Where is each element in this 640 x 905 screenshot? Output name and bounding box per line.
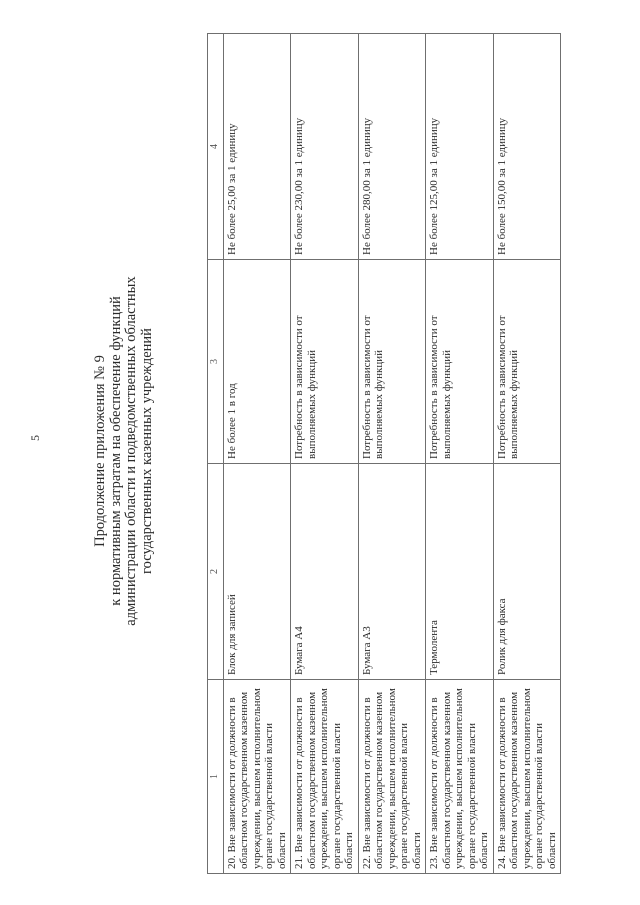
quantity-cell: Потребность в зависимости от выполняемых функций <box>358 260 426 464</box>
price-cell: Не более 25,00 за 1 единицу <box>223 34 291 260</box>
item-cell: Бумага А4 <box>291 464 359 680</box>
column-number-row <box>208 34 224 874</box>
table-row <box>426 34 494 874</box>
table-row <box>358 34 426 874</box>
heading-line-3: администрации области и подведомственных областных <box>123 276 139 626</box>
document-heading <box>87 26 205 876</box>
item-cell: Термолента <box>426 464 494 680</box>
price-cell: Не более 125,00 за 1 единицу <box>426 34 494 260</box>
price-cell: Не более 280,00 за 1 единицу <box>358 34 426 260</box>
position-cell: 23. Вне зависимости от должности в областном государственном казенном учреждении, высшем исполнительном органе государственной власти области <box>426 680 494 874</box>
position-cell: 21. Вне зависимости от должности в областном государственном казенном учреждении, высшем исполнительном органе государственной власти области <box>291 680 359 874</box>
position-cell: 22. Вне зависимости от должности в областном государственном казенном учреждении, высшем исполнительном органе государственной власти области <box>358 680 426 874</box>
item-cell: Ролик для факса <box>493 464 561 680</box>
rotated-page-content <box>87 26 558 876</box>
quantity-cell: Потребность в зависимости от выполняемых функций <box>493 260 561 464</box>
heading-line-2: к нормативным затратам на обеспечение функций <box>107 296 124 606</box>
item-cell: Бумага А3 <box>358 464 426 680</box>
page-number: 5 <box>28 435 42 441</box>
column-number: 3 <box>208 260 224 464</box>
table-row <box>223 34 291 874</box>
item-cell: Блок для записей <box>223 464 291 680</box>
quantity-cell: Потребность в зависимости от выполняемых функций <box>426 260 494 464</box>
table-row <box>291 34 359 874</box>
price-cell: Не более 230,00 за 1 единицу <box>291 34 359 260</box>
column-number: 1 <box>208 680 224 874</box>
column-number: 2 <box>208 464 224 680</box>
table-row <box>493 34 561 874</box>
quantity-cell: Потребность в зависимости от выполняемых функций <box>291 260 359 464</box>
norms-table <box>207 33 561 874</box>
column-number: 4 <box>208 34 224 260</box>
heading-line-4: государственных казенных учреждений <box>138 328 155 574</box>
quantity-cell: Не более 1 в год <box>223 260 291 464</box>
position-cell: 24. Вне зависимости от должности в областном государственном казенном учреждении, высшем исполнительном органе государственной власти области <box>493 680 561 874</box>
position-cell: 20. Вне зависимости от должности в областном государственном казенном учреждении, высшем исполнительном органе государственной власти области <box>223 680 291 874</box>
heading-line-1: Продолжение приложения № 9 <box>92 355 108 547</box>
price-cell: Не более 150,00 за 1 единицу <box>493 34 561 260</box>
